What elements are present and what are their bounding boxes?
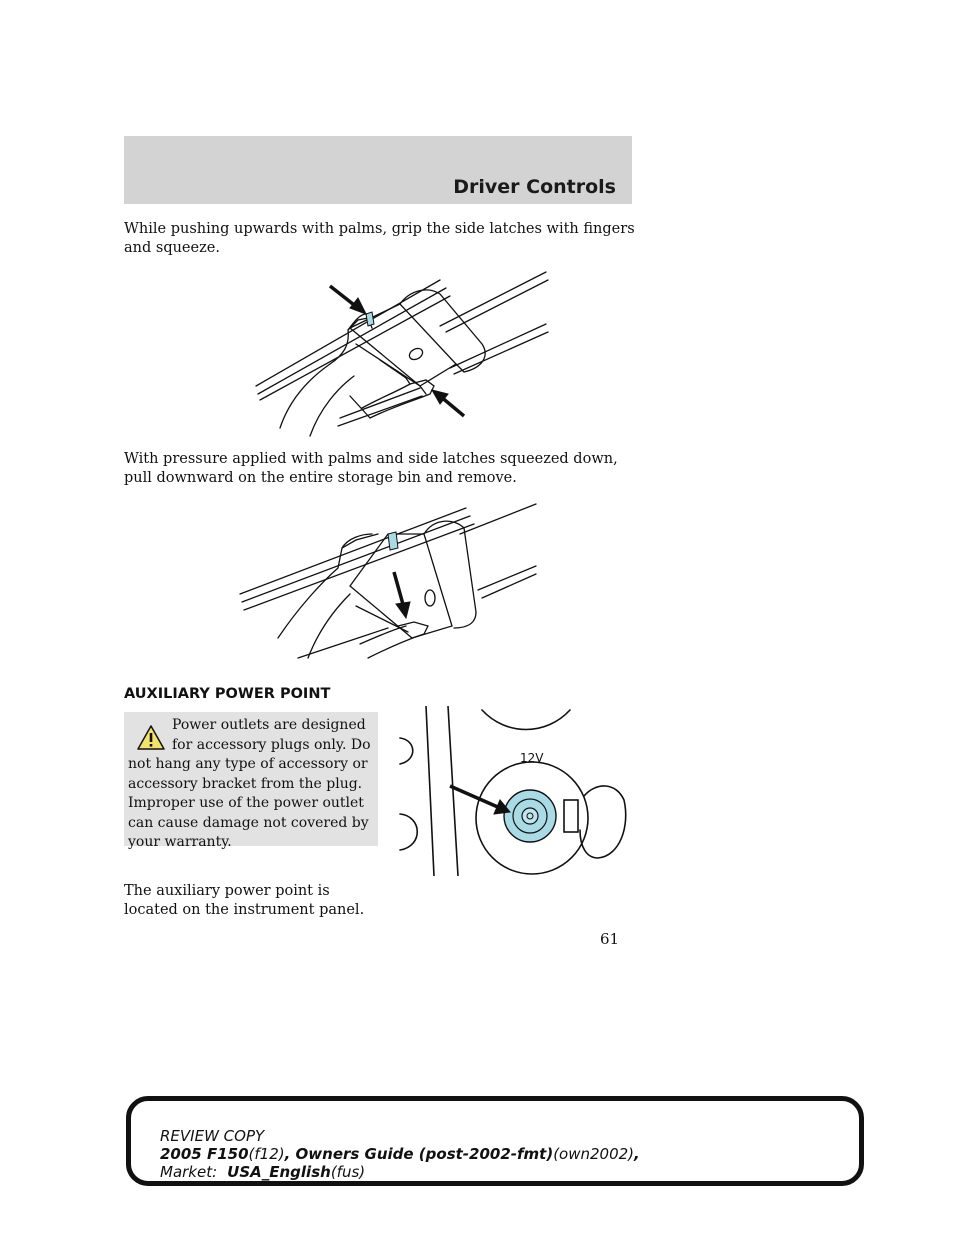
storage-bin-removal-illustration <box>238 498 538 668</box>
warning-callout <box>124 712 378 850</box>
footer-review-label: REVIEW COPY <box>160 1127 265 1145</box>
header-band <box>124 136 632 204</box>
page-number: 61 <box>600 930 620 948</box>
power-point-label: 12V <box>520 751 544 765</box>
instruction-paragraph-3: The auxiliary power point is located on the instrument panel. <box>124 883 365 918</box>
footer-market-line: Market: USA_English(fus) <box>160 1163 366 1181</box>
power-point-illustration <box>396 706 636 876</box>
instruction-paragraph-1: While pushing upwards with palms, grip the side latches with fingers and squeeze. <box>124 221 635 256</box>
section-title: Driver Controls <box>453 176 616 198</box>
storage-bin-latch-illustration <box>250 268 550 438</box>
section-heading: AUXILIARY POWER POINT <box>124 686 331 702</box>
footer-document-line: 2005 F150(f12), Owners Guide (post-2002-fmt)(own2002), <box>160 1145 640 1163</box>
warning-text: Power outlets are designed for accessory plugs only. Do not hang any type of accessory or accessory bracket from the plug. Improper use of the power outlet can cause damage not covered by your warranty. <box>128 717 371 850</box>
instruction-paragraph-2: With pressure applied with palms and side latches squeezed down, pull downward on the entire storage bin and remove. <box>124 451 618 486</box>
